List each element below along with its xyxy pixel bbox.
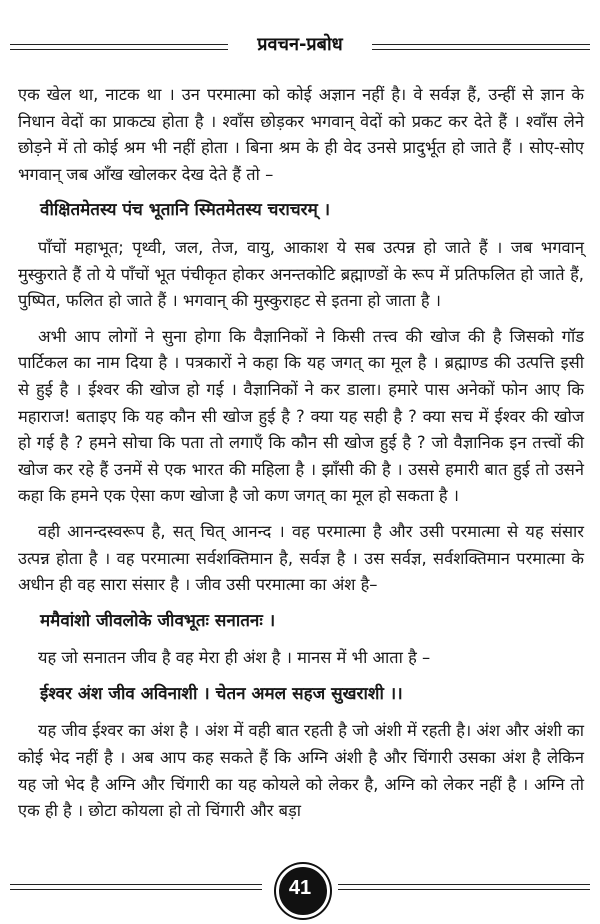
paragraph-3: अभी आप लोगों ने सुना होगा कि वैज्ञानिकों ने किसी तत्त्व की खोज की है जिसको गॉड पार्टिकल का नाम दिया है । पत्रकारों ने कहा कि यह जगत् का मूल है । ब्रह्माण्ड की उत्पत्ति इसी से हुई है । ईश्वर की खोज हो गई । वैज्ञानिकों ने कर डाला। हमारे पास अनेकों फोन आए कि महाराज! बताइए कि यह कौन सी खोज हुई है ? क्या यह सही है ? क्या सच में ईश्वर की खोज हो गई है ? हमने सोचा कि पता तो लगाएँ कि कौन सी खोज हुई है ? जो वैज्ञानिक इन तत्त्वों की खोज कर रहे हैं उनमें से एक भारत की महिला है । झाँसी की है । उससे हमारी बात हुई तो उसने कहा कि हमने एक ऐसा कण खोजा है जो कण जगत् का मूल हो सकता है । bbox=[18, 326, 584, 506]
footer-rule-right bbox=[338, 884, 590, 890]
sanskrit-verse-1: वीक्षितमेतस्य पंच भूतानि स्मितमेतस्य चराचरम् । bbox=[40, 200, 331, 221]
paragraph-2: पाँचों महाभूत; पृथ्वी, जल, तेज, वायु, आकाश ये सब उत्पन्न हो जाते हैं । जब भगवान् मुस्कुराते हैं तो ये पाँचों भूत पंचीकृत होकर अनन्तकोटि ब्रह्माण्डों के रूप में प्रतिफलित हो जाते हैं, पुष्पित, फलित हो जाते हैं । भगवान् की मुस्कुराहट से इतना हो जाता है । bbox=[18, 237, 584, 311]
page-number: 41 bbox=[288, 877, 312, 899]
page-body bbox=[18, 82, 584, 834]
header-rule-right bbox=[372, 44, 590, 50]
running-title: प्रवचन-प्रबोध bbox=[257, 34, 343, 55]
sanskrit-verse-2: ममैवांशो जीवलोके जीवभूतः सनातनः । bbox=[40, 610, 276, 631]
page-header bbox=[10, 30, 590, 60]
manas-verse: ईश्वर अंश जीव अविनाशी । चेतन अमल सहज सुखराशी ।। bbox=[40, 683, 403, 704]
paragraph-1: एक खेल था, नाटक था । उन परमात्मा को कोई अज्ञान नहीं है। वे सर्वज्ञ हैं, उन्हीं से ज्ञान के निधान वेदों का प्राकट्य होता है । श्वाँस छोड़कर भगवान् वेदों को प्रकट कर देते हैं । श्वाँस लेने छोड़ने में तो कोई श्रम भी नहीं होता । बिना श्रम के ही वेद उनसे प्रादुर्भूत हो जाते हैं । सोए-सोए भगवान् जब आँख खोलकर देख देते हैं तो – bbox=[18, 85, 584, 184]
footer-rule-left bbox=[10, 884, 262, 890]
paragraph-6: यह जीव ईश्वर का अंश है । अंश में वही बात रहती है जो अंशी में रहती है। अंश और अंशी का कोई भेद नहीं है । अब आप कह सकते हैं कि अग्नि अंशी है और चिंगारी उसका अंश है लेकिन यह जो भेद है अग्नि और चिंगारी का यह कोयले को लेकर है, अग्नि को लेकर नहीं है । अग्नि तो एक ही है । छोटा कोयला हो तो चिंगारी और बड़ा bbox=[18, 721, 584, 821]
paragraph-5: यह जो सनातन जीव है वह मेरा ही अंश है । मानस में भी आता है – bbox=[38, 648, 431, 668]
paragraph-4: वही आनन्दस्वरूप है, सत् चित् आनन्द । वह परमात्मा है और उसी परमात्मा से यह संसार उत्पन्न होता है । वह परमात्मा सर्वशक्तिमान है, सर्वज्ञ है । उस सर्वज्ञ, सर्वशक्तिमान परमात्मा के अधीन ही वह सारा संसार है । जीव उसी परमात्मा का अंश है– bbox=[18, 521, 584, 595]
page-footer bbox=[10, 856, 590, 918]
header-rule-left bbox=[10, 44, 228, 50]
